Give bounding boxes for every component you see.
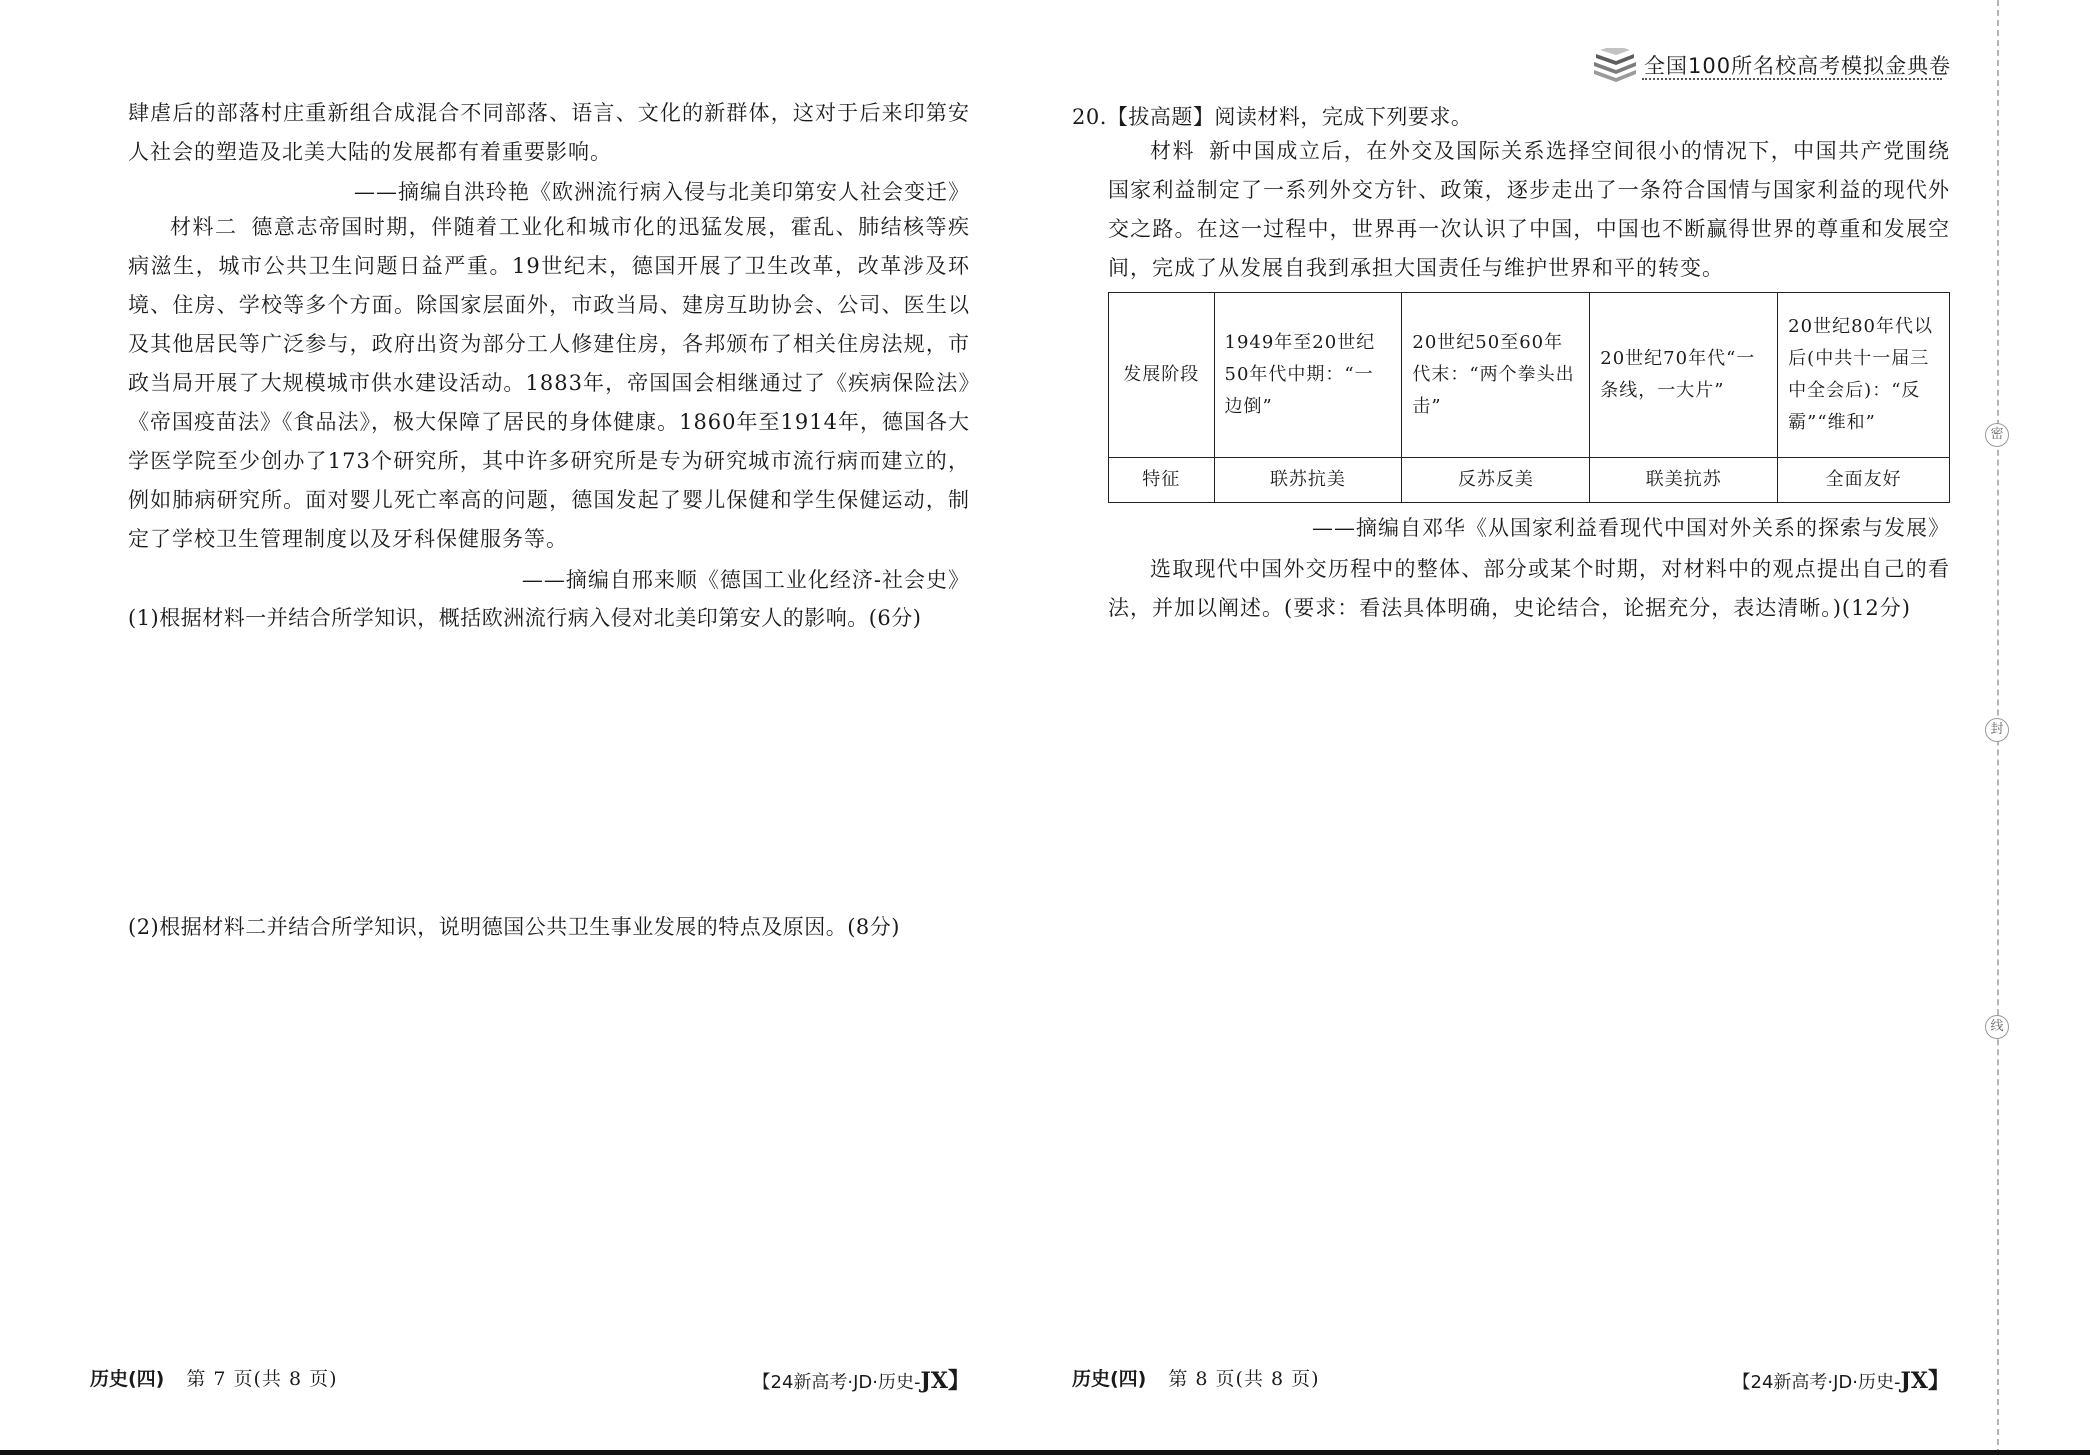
table-cell-stage: 20世纪50至60年代末：“两个拳头出击” — [1402, 293, 1590, 458]
footer-left — [90, 1364, 338, 1391]
binding-mark-seal: 封 — [1985, 718, 2009, 742]
header-brand — [1590, 46, 1950, 86]
source-citation-3: ——摘编自邓华《从国家利益看现代中国对外关系的探索与发展》 — [1312, 516, 1950, 540]
binding-mark-line: 线 — [1985, 1015, 2009, 1039]
table-header-feature: 特征 — [1109, 458, 1215, 503]
footer-left-code-text: 【24新高考·JD·历史- — [752, 1372, 921, 1393]
table-header-stage: 发展阶段 — [1109, 293, 1215, 458]
footer-right-code-text: 【24新高考·JD·历史- — [1732, 1372, 1901, 1393]
source-citation-2: ——摘编自邢来顺《德国工业化经济-社会史》 — [521, 568, 970, 592]
footer-left-subject: 历史(四) — [90, 1368, 165, 1390]
question-20-title: 20.【拔高题】阅读材料，完成下列要求。 — [1072, 105, 1473, 129]
intro-paragraph: 肆虐后的部落村庄重新组合成混合不同部落、语言、文化的新群体，这对于后来印第安人社会的塑造及北美大陆的发展都有着重要影响。 — [128, 101, 970, 164]
material-2-text: 德意志帝国时期，伴随着工业化和城市化的迅猛发展，霍乱、肺结核等疾病滋生，城市公共卫生问题日益严重。19世纪末，德国开展了卫生改革，改革涉及环境、住房、学校等多个方面。除国家层面外，市政当局、建房互助协会、公司、医生以及其他居民等广泛参与，政府出资为部分工人修建住房，各邦颁布了相关住房法规，市政当局开展了大规模城市供水建设活动。1883年，帝国国会相继通过了《疾病保险法》《帝国疫苗法》《食品法》，极大保障了居民的身体健康。1860年至1914年，德国各大学医学院至少创办了173个研究所，其中许多研究所是专为研究城市流行病而建立的，例如肺病研究所。面对婴儿死亡率高的问题，德国发起了婴儿保健和学生保健运动，制定了学校卫生管理制度以及牙科保健服务等。 — [128, 215, 971, 551]
material-2-paragraph — [128, 208, 970, 559]
table-cell-stage: 1949年至20世纪50年代中期：“一边倒” — [1214, 293, 1402, 458]
footer-right-subject: 历史(四) — [1072, 1368, 1147, 1390]
diplomacy-stage-table — [1108, 292, 1950, 503]
footer-right-page: 第 8 页(共 8 页) — [1168, 1368, 1320, 1390]
footer-left-page: 第 7 页(共 8 页) — [186, 1368, 338, 1390]
footer-right — [1072, 1364, 1320, 1391]
footer-right-code — [1733, 1364, 1951, 1395]
material-paragraph — [1108, 132, 1950, 288]
table-cell-feature: 全面友好 — [1778, 458, 1950, 503]
table-cell-feature: 反苏反美 — [1402, 458, 1590, 503]
table-cell-feature: 联苏抗美 — [1214, 458, 1402, 503]
table-row — [1109, 293, 1950, 458]
source-citation-1: ——摘编自洪玲艳《欧洲流行病入侵与北美印第安人社会变迁》 — [354, 180, 970, 204]
footer-left-code-suffix: JX】 — [920, 1368, 970, 1394]
header-dotted-rule — [1642, 78, 1942, 80]
page-bottom-edge — [0, 1450, 2090, 1455]
material-text: 新中国成立后，在外交及国际关系选择空间很小的情况下，中国共产党围绕国家利益制定了一系列外交方针、政策，逐步走出了一条符合国情与国家利益的现代外交之路。在这一过程中，世界再一次认识了中国，中国也不断赢得世界的尊重和发展空间，完成了从发展自我到承担大国责任与维护世界和平的转变。 — [1108, 139, 1951, 280]
instruction-paragraph: 选取现代中国外交历程中的整体、部分或某个时期，对材料中的观点提出自己的看法，并加以阐述。(要求：看法具体明确，史论结合，论据充分，表达清晰。)(12分) — [1108, 557, 1950, 620]
footer-left-code — [753, 1364, 971, 1395]
footer-right-code-suffix: JX】 — [1900, 1368, 1950, 1394]
book-stack-icon — [1590, 48, 1640, 82]
question-2: (2)根据材料二并结合所学知识，说明德国公共卫生事业发展的特点及原因。(8分) — [128, 915, 900, 939]
material-2-label: 材料二 — [170, 215, 238, 239]
table-cell-feature: 联美抗苏 — [1590, 458, 1778, 503]
question-1: (1)根据材料一并结合所学知识，概括欧洲流行病入侵对北美印第安人的影响。(6分) — [128, 606, 922, 630]
header-title: 全国100所名校高考模拟金典卷 — [1644, 54, 1952, 78]
table-row — [1109, 458, 1950, 503]
table-cell-stage: 20世纪70年代“一条线，一大片” — [1590, 293, 1778, 458]
binding-mark-seal: 密 — [1985, 423, 2009, 447]
material-label: 材料 — [1150, 139, 1195, 163]
table-cell-stage: 20世纪80年代以后(中共十一届三中全会后)：“反霸”“维和” — [1778, 293, 1950, 458]
